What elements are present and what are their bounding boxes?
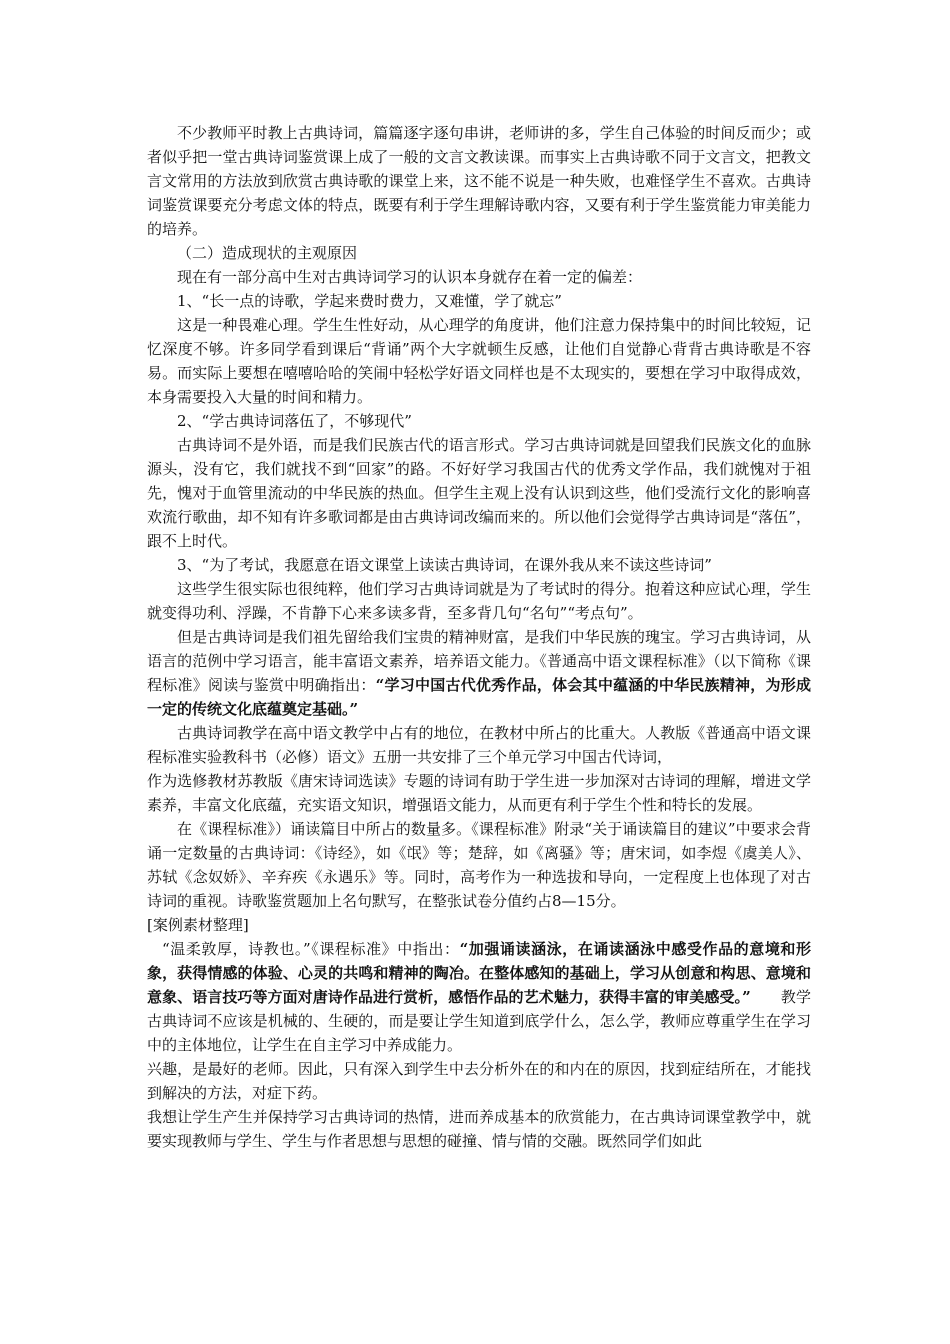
list-item: 2、“学古典诗词落伍了，不够现代” xyxy=(177,412,412,430)
paragraph-text: “温柔敦厚，诗教也。”《课程标准》中指出： xyxy=(162,940,460,958)
document-body xyxy=(147,121,811,1153)
paragraph xyxy=(147,937,811,1057)
bold-quote: “加强诵读涵泳，在诵读涵泳中感受作品的意境和形象，获得情感的体验、心灵的共鸣和精神的陶冶。在整体感知的基础上，学习从创意和构思、意境和意象、语言技巧等方面对唐诗作品进行赏析，感悟作品的艺术魅力，获得丰富的审美感受。” xyxy=(147,940,811,1006)
list-item: 3、“为了考试，我愿意在语文课堂上读读古典诗词，在课外我从来不读这些诗词” xyxy=(177,556,712,574)
bold-quote: “学习中国古代优秀作品，体会其中蕴涵的中华民族精神，为形成一定的传统文化底蕴奠定基础。” xyxy=(147,676,811,718)
paragraph-text: 作为选修教材苏教版《唐宋诗词选读》专题的诗词有助于学生进一步加深对古诗词的理解，增进文学素养，丰富文化底蕴，充实语文知识，增强语文能力，从而更有利于学生个性和特长的发展。 xyxy=(147,772,811,814)
paragraph-text: 古典诗词教学在高中语文教学中占有的地位，在教材中所占的比重大。人教版《普通高中语文课程标准实验教科书（必修）语文》五册一共安排了三个单元学习中国古代诗词， xyxy=(147,724,811,766)
paragraph: 我想让学生产生并保持学习古典诗词的热情，进而养成基本的欣赏能力，在古典诗词课堂教学中，就要实现教师与学生、学生与作者思想与思想的碰撞、情与情的交融。既然同学们如此 xyxy=(147,1108,811,1150)
paragraph: 在《课程标准》）诵读篇目中所占的数量多。《课程标准》附录“关于诵读篇目的建议”中要求会背诵一定数量的古典诗词：《诗经》，如《氓》等；楚辞，如《离骚》等；唐宋词，如李煜《虞美人》、苏轼《念奴娇》、辛弃疾《永遇乐》等。同时，高考作为一种选拔和导向，一定程度上也体现了对古诗词的重视。诗歌鉴赏题加上名句默写，在整张试卷分值约占8—15分。 xyxy=(147,820,811,910)
paragraph: 这些学生很实际也很纯粹，他们学习古典诗词就是为了考试时的得分。抱着这种应试心理，学生就变得功利、浮躁，不肯静下心来多读多背，至多背几句“名句”“考点句”。 xyxy=(147,580,811,622)
paragraph: 这是一种畏难心理。学生生性好动，从心理学的角度讲，他们注意力保持集中的时间比较短，记忆深度不够。许多同学看到课后“背诵”两个大字就顿生反感，让他们自觉静心背背古典诗歌是不容易。而实际上要想在嘻嘻哈哈的笑闹中轻松学好语文同样也是不太现实的，要想在学习中取得成效，本身需要投入大量的时间和精力。 xyxy=(147,316,811,406)
paragraph-text: 但是古典诗词是我们祖先留给我们宝贵的精神财富，是我们中华民族的瑰宝。学习古典诗词，从语言的范例中学习语言，能丰富语文素养，培养语文能力。《普通高中语文课程标准》（以下简称《课程标准》阅读与鉴赏中明确指出： xyxy=(147,628,811,694)
paragraph: 兴趣，是最好的老师。因此，只有深入到学生中去分析外在的和内在的原因，找到症结所在，才能找到解决的方法，对症下药。 xyxy=(147,1060,811,1102)
paragraph: 古典诗词不是外语，而是我们民族古代的语言形式。学习古典诗词就是回望我们民族文化的血脉源头，没有它，我们就找不到“回家”的路。不好好学习我国古代的优秀文学作品，我们就愧对于祖先，愧对于血管里流动的中华民族的热血。但学生主观上没有认识到这些，他们受流行文化的影响喜欢流行歌曲，却不知有许多歌词都是由古典诗词改编而来的。所以他们会觉得学古典诗词是“落伍”，跟不上时代。 xyxy=(147,436,811,550)
section-label: [案例素材整理] xyxy=(147,916,249,934)
section-heading: （二）造成现状的主观原因 xyxy=(177,244,358,262)
paragraph: 现在有一部分高中生对古典诗词学习的认识本身就存在着一定的偏差： xyxy=(177,268,643,286)
paragraph xyxy=(147,625,811,721)
list-item: 1、“长一点的诗歌，学起来费时费力，又难懂，学了就忘” xyxy=(177,292,562,310)
paragraph: 不少教师平时教上古典诗词，篇篇逐字逐句串讲，老师讲的多，学生自己体验的时间反而少；或者似乎把一堂古典诗词鉴赏课上成了一般的文言文教读课。而事实上古典诗歌不同于文言文，把教文言文常用的方法放到欣赏古典诗歌的课堂上来，这不能不说是一种失败，也难怪学生不喜欢。古典诗词鉴赏课要充分考虑文体的特点，既要有利于学生理解诗歌内容，又要有利于学生鉴赏能力审美能力的培养。 xyxy=(147,124,811,238)
paragraph-text: 教学古典诗词不应该是机械的、生硬的，而是要让学生知道到底学什么，怎么学，教师应尊重学生在学习中的主体地位，让学生在自主学习中养成能力。 xyxy=(147,988,811,1054)
paragraph xyxy=(147,721,811,817)
